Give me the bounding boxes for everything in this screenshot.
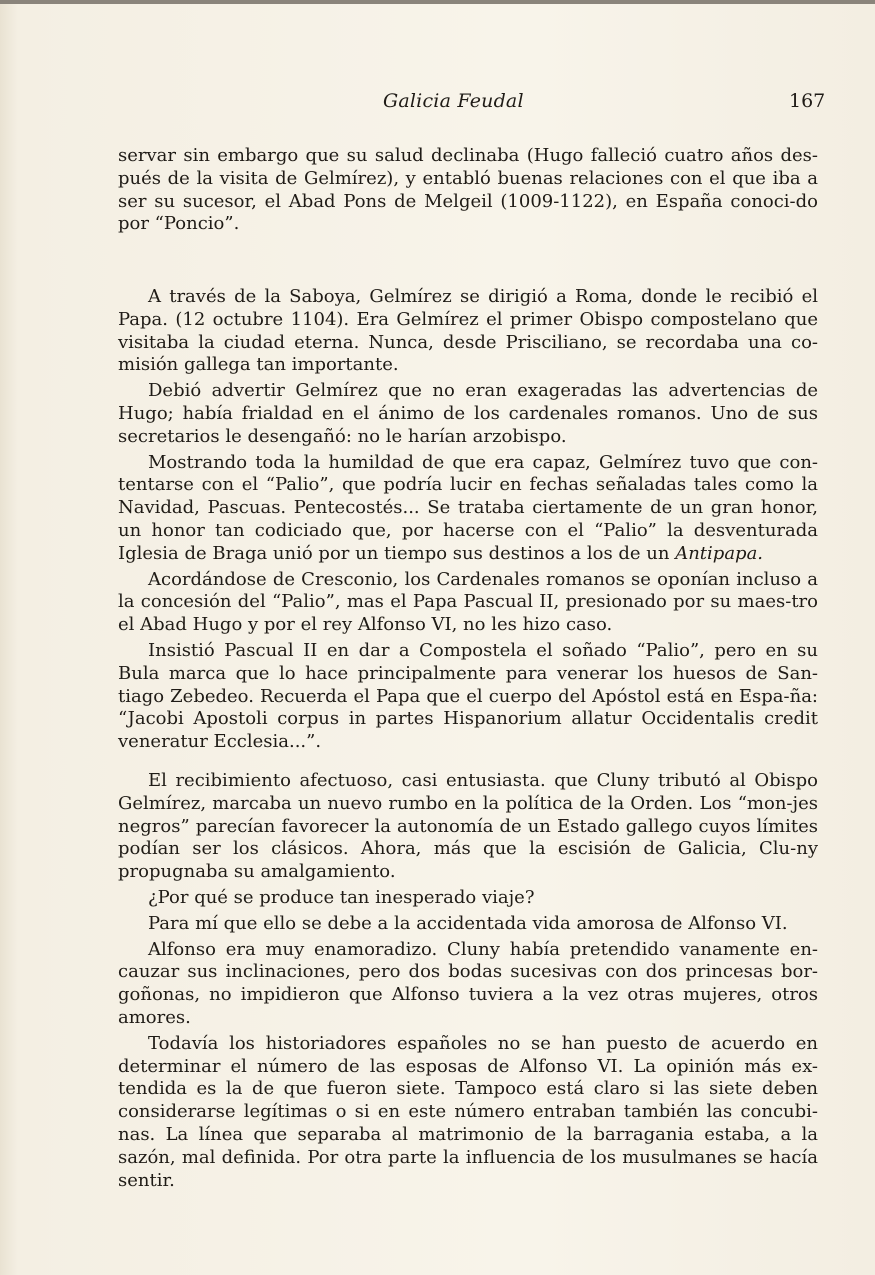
- paragraph-text: Mostrando toda la humildad de que era capaz, Gelmírez tuvo que con-tentarse con el “Palio”, que podría lucir en fechas señaladas tales como la Navidad, Pascuas. Pentecostés... Se trataba ciertamente de un gran honor, un honor tan codiciado que, por hacerse con el “Palio” la desventurada Iglesia de Braga unió por un tiempo sus destinos a los de un: [118, 451, 818, 564]
- page-top-edge: [0, 0, 875, 4]
- italic-term: Antipapa.: [675, 542, 764, 564]
- page-number: 167: [789, 90, 826, 112]
- paragraph: El recibimiento afectuoso, casi entusiasta. que Cluny tributó al Obispo Gelmírez, marcaba un nuevo rumbo en la política de la Orden. Los “mon-jes negros” parecían favorecer la autonomía de un Estado gallego cuyos límites podían ser los clásicos. Ahora, más que la escisión de Galicia, Clu-ny propugnaba su amalgamiento.: [118, 770, 818, 883]
- paragraph: Todavía los historiadores españoles no se han puesto de acuerdo en determinar el número de las esposas de Alfonso VI. La opinión más ex-tendida es la de que fueron siete. Tampoco está claro si las siete deben considerarse legítimas o si en este número entraban también las concubi-nas. La línea que separaba al matrimonio de la barragania estaba, a la sazón, mal definida. Por otra parte la influencia de los musulmanes se hacía sentir.: [118, 1032, 818, 1191]
- paragraph: Insistió Pascual II en dar a Compostela el soñado “Palio”, pero en su Bula marca que lo hace principalmente para venerar los huesos de San-tiago Zebedeo. Recuerda el Papa que el cuerpo del Apóstol está en Espa-ña: “Jacobi Apostoli corpus in partes Hispanorium allatur Occidentalis credit veneratur Ecclesia...”.: [118, 639, 818, 753]
- text-block-rome-visit: [118, 286, 818, 754]
- text-block-continuation: [118, 145, 818, 236]
- paragraph: A través de la Saboya, Gelmírez se dirigió a Roma, donde le recibió el Papa. (12 octubre 1104). Era Gelmírez el primer Obispo compostelano que visitaba la ciudad eterna. Nunca, desde Prisciliano, se recordaba una co-misión gallega tan importante.: [118, 286, 818, 376]
- paragraph: [118, 452, 818, 566]
- paragraph: Para mí que ello se debe a la accidentada vida amorosa de Alfonso VI.: [148, 912, 788, 934]
- paragraph: Alfonso era muy enamoradizo. Cluny había pretendido vanamente en-cauzar sus inclinaciones, pero dos bodas sucesivas con dos princesas bor-goñonas, no impidieron que Alfonso tuviera a la vez otras mujeres, otros amores.: [118, 938, 818, 1028]
- paragraph: Acordándose de Cresconio, los Cardenales romanos se oponían incluso a la concesión del “Palio”, mas el Papa Pascual II, presionado por su maes-tro el Abad Hugo y por el rey Alfonso VI, no les hizo caso.: [118, 568, 818, 636]
- paragraph: ¿Por qué se produce tan inesperado viaje?: [148, 886, 535, 908]
- text-block-cluny: [118, 770, 818, 1192]
- running-title: Galicia Feudal: [383, 90, 524, 112]
- paragraph: Debió advertir Gelmírez que no eran exageradas las advertencias de Hugo; había frialdad en el ánimo de los cardenales romanos. Uno de sus secretarios le desengañó: no le harían arzobispo.: [118, 380, 818, 447]
- paragraph: servar sin embargo que su salud declinaba (Hugo falleció cuatro años des-pués de la visita de Gelmírez), y entabló buenas relaciones con el que iba a ser su sucesor, el Abad Pons de Melgeil (1009-1122), en España conoci-do por “Poncio”.: [118, 145, 818, 235]
